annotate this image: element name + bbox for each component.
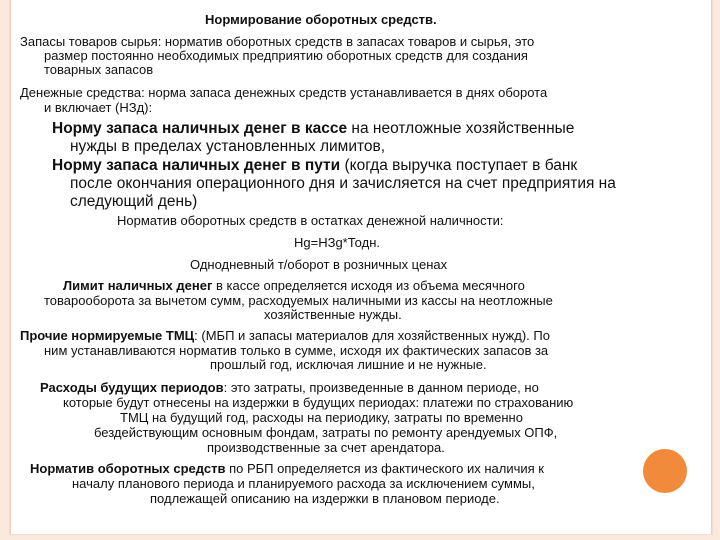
deferred-expenses-line4: бездействующим основным фондам, затраты по ремонту арендуемых ОПФ, — [94, 425, 558, 440]
cash-limit-line1 — [63, 279, 525, 293]
rbp-normative-line2: началу планового периода и планируемого расхода за исключением суммы, — [72, 476, 535, 491]
other-tmc-line1 — [20, 329, 550, 343]
deferred-expenses-text: : это затраты, произведенные в данном периоде, но — [223, 380, 539, 395]
cash-limit-bold: Лимит наличных денег — [63, 278, 213, 293]
one-day-turnover-note: Однодневный т/оборот в розничных ценах — [190, 257, 448, 272]
cash-desk-norm-bold: Норму запаса наличных денег в кассе — [52, 120, 348, 137]
deferred-expenses-line3: ТМЦ на будущий год, расходы на периодику, затраты по временно — [120, 410, 523, 425]
other-tmc-bold: Прочие нормируемые ТМЦ — [20, 328, 195, 343]
stock-paragraph-line1: Запасы товаров сырья: норматив оборотных средств в запасах товаров и сырья, это — [20, 34, 535, 49]
transit-norm-text: (когда выручка поступает в банк — [340, 157, 578, 174]
cash-limit-text: в кассе определяется исходя из объема месячного — [212, 278, 525, 293]
other-tmc-text: : (МБП и запасы материалов для хозяйственных нужд). По — [194, 328, 550, 343]
transit-norm-line3: следующий день) — [70, 193, 198, 210]
cash-desk-norm-text: на неотложные хозяйственные — [347, 120, 575, 137]
cash-paragraph-line2: и включает (НЗд): — [44, 100, 153, 115]
rbp-normative-bold: Норматив оборотных средств — [30, 461, 226, 476]
deferred-expenses-line2: которые будут отнесены на издержки в будущих периодах: платежи по страхованию — [63, 395, 574, 410]
transit-norm-line1 — [52, 157, 577, 174]
cash-limit-line3: хозяйственные нужды. — [264, 307, 402, 322]
stock-paragraph-line2: размер постоянно необходимых предприятию оборотных средств для создания — [44, 48, 528, 63]
transit-norm-bold: Норму запаса наличных денег в пути — [52, 157, 341, 174]
deferred-expenses-bold: Расходы будущих периодов — [40, 380, 224, 395]
rbp-normative-line3: подлежащей описанию на издержки в плановом периоде. — [150, 491, 500, 506]
cash-paragraph-line1: Денежные средства: норма запаса денежных средств устанавливается в днях оборота — [20, 85, 548, 100]
rbp-normative-line1 — [30, 462, 544, 476]
cash-desk-norm-line1 — [52, 120, 574, 137]
slide-title: Нормирование оборотных средств. — [205, 12, 437, 27]
other-tmc-line3: прошлый год, исключая лишние и не нужные. — [210, 357, 487, 372]
other-tmc-line2: ним устанавливаются норматив только в сумме, исходя их фактических запасов за — [44, 343, 549, 358]
deferred-expenses-line5: производственные за счет арендатора. — [207, 440, 445, 455]
cash-normative-heading: Норматив оборотных средств в остатках денежной наличности: — [117, 213, 504, 228]
deferred-expenses-line1 — [40, 381, 539, 395]
rbp-normative-text: по РБП определяется из фактического их наличия к — [225, 461, 544, 476]
cash-limit-line2: товарооборота за вычетом сумм, расходуемых наличными из кассы на неотложные — [44, 293, 553, 308]
cash-desk-norm-line2: нужды в пределах установленных лимитов, — [70, 138, 386, 155]
transit-norm-line2: после окончания операционного дня и зачисляется на счет предприятия на — [70, 175, 616, 192]
normative-formula: Hg=НЗg*Тодн. — [294, 235, 380, 250]
stock-paragraph-line3: товарных запасов — [44, 62, 154, 77]
